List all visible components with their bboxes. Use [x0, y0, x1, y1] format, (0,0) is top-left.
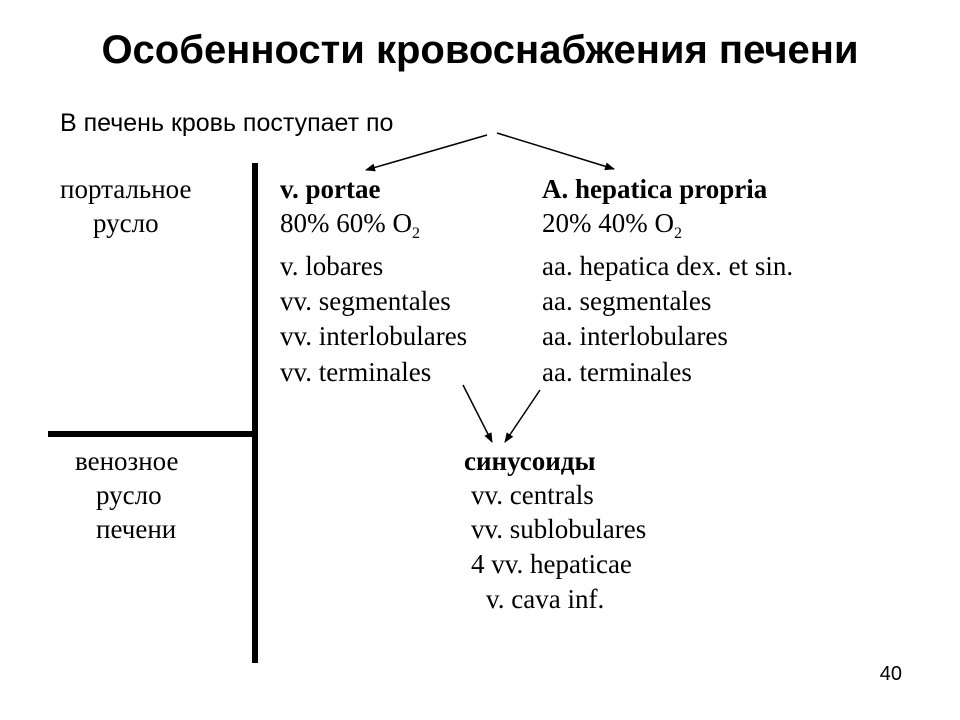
hepatica-item: aa. hepatica dex. et sin.	[542, 251, 794, 281]
label-portal-line2: русло	[93, 208, 159, 238]
label-venous-line1: венозное	[75, 446, 179, 476]
portae-heading: v. portae	[280, 174, 381, 204]
portae-item: vv. terminales	[280, 357, 432, 387]
arrow-portal-to-sinusoids	[463, 385, 492, 442]
portae-item: vv. interlobulares	[280, 321, 468, 351]
hepatica-stats	[542, 206, 682, 240]
sinusoids-heading: синусоиды	[464, 446, 596, 476]
arrow-to-portae	[366, 135, 487, 170]
hepatica-heading: A. hepatica propria	[542, 174, 768, 204]
page-number: 40	[879, 663, 902, 685]
hepatica-stats-text: 20% 40% O	[542, 208, 674, 238]
label-venous-line3: печени	[96, 514, 177, 544]
hepatica-item: aa. interlobulares	[542, 321, 728, 351]
portae-stats	[280, 206, 420, 240]
venous-item: vv. centrals	[471, 480, 594, 510]
intro-text: В печень кровь поступает по	[60, 109, 394, 137]
hepatica-item: aa. segmentales	[542, 286, 712, 316]
portae-item: v. lobares	[280, 251, 384, 281]
label-venous-line2: русло	[96, 480, 162, 510]
label-portal-line1: портальное	[60, 174, 192, 204]
portae-stats-sub: 2	[411, 225, 420, 242]
hepatica-stats-sub: 2	[673, 225, 682, 242]
arrow-arterial-to-sinusoids	[505, 390, 540, 442]
venous-item: v. cava inf.	[486, 584, 605, 614]
arrow-to-hepatica	[497, 133, 614, 169]
venous-item: vv. sublobulares	[471, 514, 647, 544]
slide-title: Особенности кровоснабжения печени	[101, 28, 859, 72]
portae-item: vv. segmentales	[280, 286, 451, 316]
venous-item: 4 vv. hepaticae	[471, 549, 632, 579]
hepatica-item: aa. terminales	[542, 357, 692, 387]
portae-stats-text: 80% 60% O	[280, 208, 412, 238]
